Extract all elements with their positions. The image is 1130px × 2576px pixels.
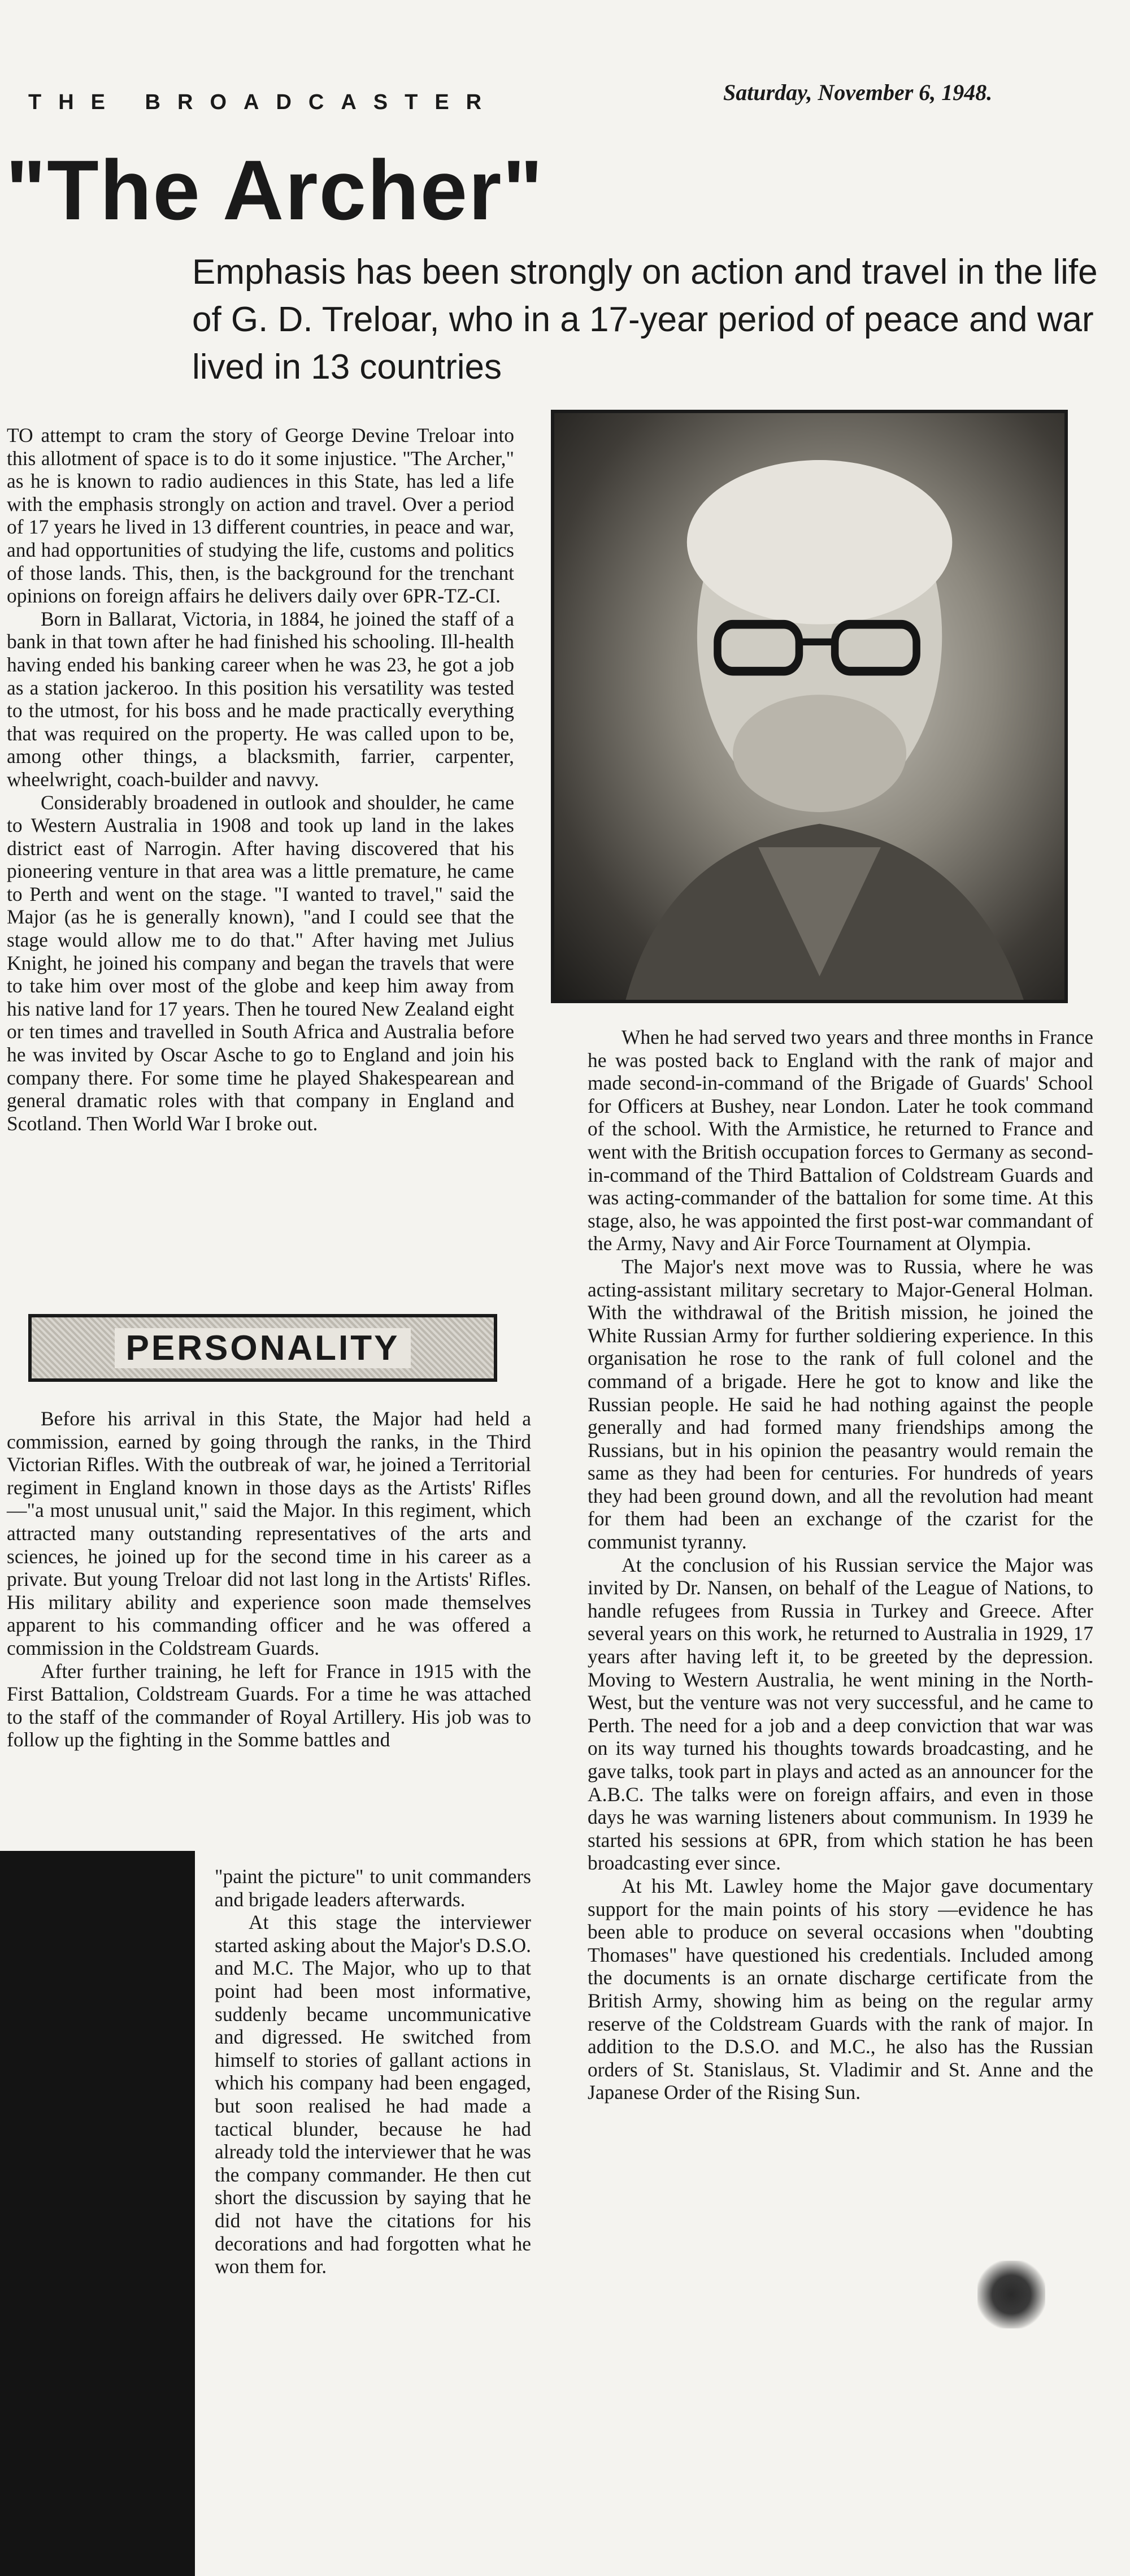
portrait-figure bbox=[554, 413, 1064, 1000]
paragraph: At this stage the interviewer started asking about the Major's D.S.O. and M.C. The Major, who up to that point had been most informative, suddenly became uncommunicative and digressed. He switched from himself to stories of gallant actions in which his company had been engaged, but soon realised he had made a tactical blunder, because he had already told the interviewer that he was the company commander. He then cut short the discussion by saying that he did not have the citations for his decorations and had forgotten what he won them for. bbox=[215, 1911, 531, 2278]
ink-smudge bbox=[977, 2261, 1045, 2328]
subhead: Emphasis has been strongly on action and travel in the life of G. D. Treloar, who in a 17-year period of peace and war lived in 13 countries bbox=[192, 253, 1098, 387]
paragraph: At his Mt. Lawley home the Major gave documentary support for the main points of his story —evidence he has been able to produce on several occasions when "doubting Thomases" have questioned his credentials. Included among the documents is an ornate discharge certificate from the British Army, showing him as being on the regular army reserve of the Coldstream Guards with the rank of major. In addition to the D.S.O. and M.C., he also has the Russian orders of St. Stanislaus, St. Vladimir and St. Anne and the Japanese Order of the Rising Sun. bbox=[588, 1874, 1093, 2104]
personality-heading-box bbox=[28, 1314, 497, 1382]
paragraph: TO attempt to cram the story of George Devine Treloar into this allotment of space is to do it some injustice. "The Archer," as he is known to radio audiences in this State, has led a life with the emphasis strongly on action and travel. Over a period of 17 years he lived in 13 different countries, in peace and war, and had opportunities of studying the life, customs and politics of those lands. This, then, is the background for the trenchant opinions on foreign affairs he delivers daily over 6PR-TZ-CI. bbox=[7, 424, 514, 608]
column-left-lower bbox=[7, 1407, 531, 1751]
paragraph: Born in Ballarat, Victoria, in 1884, he joined the staff of a bank in that town after he had finished his schooling. Ill-health having ended his banking career when he was 23, he got a job as a station jackeroo. In this position his versatility was tested to the utmost, for his boss and he made practically everything that was required on the property. He was called upon to be, among other things, a blacksmith, farrier, carpenter, wheelwright, coach-builder and navvy. bbox=[7, 607, 514, 791]
paragraph: After further training, he left for France in 1915 with the First Battalion, Coldstream Guards. For a time he was attached to the staff of the commander of Royal Artillery. His job was to follow up the fighting in the Somme battles and bbox=[7, 1659, 531, 1751]
paragraph: Before his arrival in this State, the Major had held a commission, earned by going through the ranks, in the Third Victorian Rifles. With the outbreak of war, he joined a Territorial regiment in England known in those days as the Artists' Rifles—"a most unusual unit," said the Major. In this regiment, which attracted many outstanding representatives of the arts and sciences, he joined up for the second time in his career as a private. But young Treloar did not last long in the Artists' Rifles. His military ability and experience soon made themselves apparent to his commanding officer and he was offered a commission in the Coldstream Guards. bbox=[7, 1407, 531, 1659]
masthead-paper: THE BROADCASTER bbox=[28, 90, 499, 114]
masthead-date: Saturday, November 6, 1948. bbox=[723, 80, 993, 105]
headline: "The Archer" bbox=[6, 142, 544, 237]
section-heading: PERSONALITY bbox=[115, 1328, 411, 1368]
dark-margin-block bbox=[0, 1851, 195, 2576]
paragraph: At the conclusion of his Russian service the Major was invited by Dr. Nansen, on behalf of the League of Nations, to handle refugees from Russia in Turkey and Greece. After several years on this work, he returned to Australia in 1929, 17 years after having left it, to be greeted by the depression. Moving to Western Australia, he went mining in the North-West, but the venture was not very successful, and he came to Perth. The need for a job and a deep conviction that war was on its way turned his thoughts towards broadcasting, and he gave talks, took part in plays and acted as an announcer for the A.B.C. The talks were on foreign affairs, and even in those days he was warning listeners about communism. In 1939 he started his sessions at 6PR, from which station he has been broadcasting ever since. bbox=[588, 1553, 1093, 1875]
paragraph: The Major's next move was to Russia, where he was acting-assistant military secretary to Major-General Holman. With the withdrawal of the British mission, he joined the White Russian Army for further soldiering experience. In this organisation he rose to the rank of full colonel and the command of a brigade. Here he got to know and like the Russian people. He said he had nothing against the people generally and had formed many friendships among the Russians, but in his opinion the peasantry would remain the same as they had been for centuries. For hundreds of years they had been ground down, and all the revolution had meant for them had been an exchange of the czarist for the communist tyranny. bbox=[588, 1255, 1093, 1554]
paragraph: Considerably broadened in outlook and shoulder, he came to Western Australia in 1908 and took up land in the lakes district east of Narrogin. After having discovered that his pioneering venture in that area was a little premature, he came to Perth and went on the stage. "I wanted to travel," said the Major (as he is generally known), "and I could see that the stage would allow me to do that." After having met Julius Knight, he joined his company and began the travels that were to take him over most of the globe and keep him away from his native land for 17 years. Then he toured New Zealand eight or ten times and travelled in South Africa and Australia before he was invited by Oscar Asche to go to England and join his company there. For some time he played Shakespearean and general dramatic roles with that company in England and Scotland. Then World War I broke out. bbox=[7, 791, 514, 1135]
portrait-photo bbox=[551, 410, 1068, 1003]
paragraph: When he had served two years and three months in France he was posted back to England with the rank of major and made second-in-command of the Brigade of Guards' School for Officers at Bushey, near London. Later he took command of the school. With the Armistice, he returned to France and went with the British occupation forces to Germany as second-in-command of the Third Battalion of Coldstream Guards and was acting-commander of the battalion for some time. At this stage, also, he was appointed the first post-war commandant of the Army, Navy and Air Force Tournament at Olympia. bbox=[588, 1026, 1093, 1255]
column-left-narrow bbox=[215, 1865, 531, 2278]
paragraph: "paint the picture" to unit commanders and brigade leaders afterwards. bbox=[215, 1865, 531, 1911]
column-left-upper bbox=[7, 424, 514, 1135]
column-right bbox=[588, 1026, 1093, 2104]
